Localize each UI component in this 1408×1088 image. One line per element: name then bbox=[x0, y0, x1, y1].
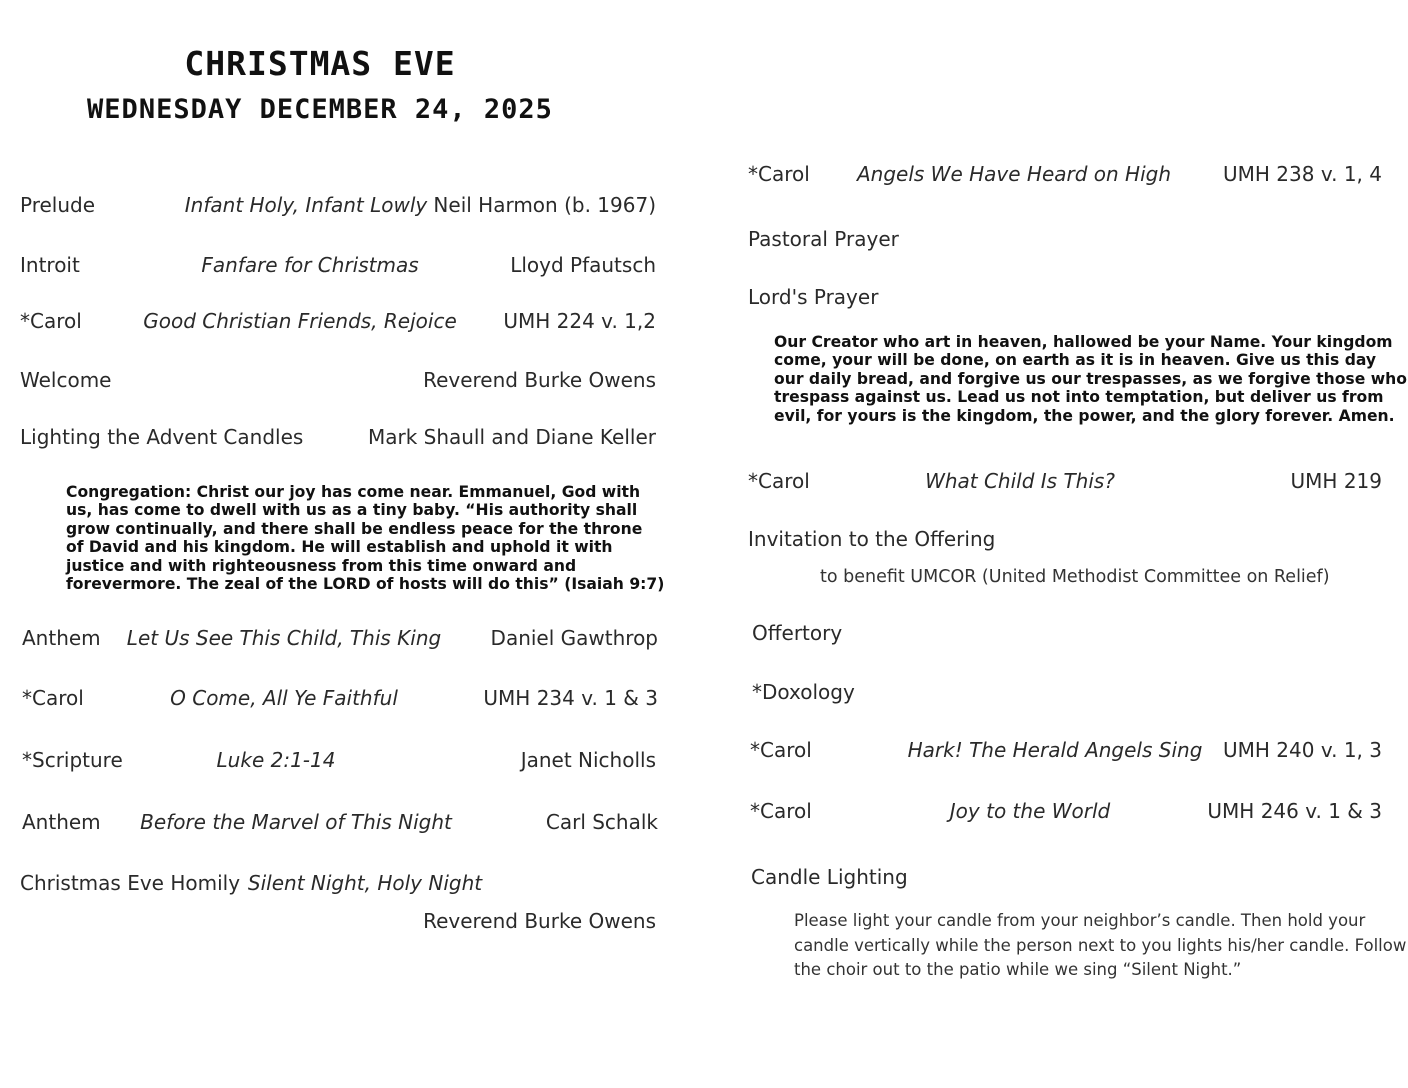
item-piece: Angels We Have Heard on High bbox=[856, 162, 1172, 186]
item-label: Anthem bbox=[22, 626, 101, 650]
order-item-prelude bbox=[20, 193, 656, 223]
item-label: *Scripture bbox=[22, 748, 123, 772]
item-credit: UMH 240 v. 1, 3 bbox=[1223, 738, 1382, 762]
item-piece: Before the Marvel of This Night bbox=[140, 810, 452, 834]
order-item-offertory bbox=[752, 621, 1386, 651]
item-piece: Hark! The Herald Angels Sing bbox=[907, 738, 1203, 762]
item-credit: UMH 234 v. 1 & 3 bbox=[483, 686, 658, 710]
order-item-carol bbox=[750, 799, 1382, 829]
item-credit: Mark Shaull and Diane Keller bbox=[367, 425, 656, 449]
response-line: us, has come to dwell with us as a tiny baby. “His authority shall bbox=[66, 501, 638, 520]
item-label: *Carol bbox=[750, 738, 812, 762]
response-line: justice and with righteousness from this time onward and bbox=[66, 556, 577, 575]
response-line: Congregation: Christ our joy has come near. Emmanuel, God with bbox=[66, 483, 641, 501]
lords-prayer-text bbox=[774, 333, 1407, 425]
order-item-candle-lighting bbox=[751, 865, 1385, 895]
order-item-welcome bbox=[20, 368, 656, 398]
item-credit: Reverend Burke Owens bbox=[423, 909, 656, 933]
order-item-advent-candles bbox=[20, 425, 656, 455]
order-item-anthem bbox=[22, 810, 658, 840]
item-label: *Carol bbox=[20, 309, 82, 333]
order-item-carol bbox=[20, 309, 656, 339]
item-label: Introit bbox=[20, 253, 80, 277]
order-item-carol bbox=[750, 738, 1382, 768]
item-piece: O Come, All Ye Faithful bbox=[170, 686, 398, 710]
service-date: WEDNESDAY DECEMBER 24, 2025 bbox=[87, 94, 553, 125]
instruction-line: Please light your candle from your neighbor’s candle. Then hold your bbox=[794, 911, 1366, 930]
order-item-invitation bbox=[748, 527, 1382, 557]
prayer-line: evil, for yours is the kingdom, the power, and the glory forever. Amen. bbox=[774, 406, 1395, 425]
item-credit: Lloyd Pfautsch bbox=[510, 253, 656, 277]
item-credit: Reverend Burke Owens bbox=[423, 368, 656, 392]
item-label: Lord's Prayer bbox=[748, 285, 879, 309]
item-piece: What Child Is This? bbox=[925, 469, 1115, 493]
offering-note: to benefit UMCOR (United Methodist Committee on Relief) bbox=[820, 567, 1330, 587]
order-item-lords-prayer bbox=[748, 285, 1382, 315]
item-piece: Silent Night, Holy Night bbox=[247, 871, 483, 895]
item-label: Candle Lighting bbox=[751, 865, 908, 889]
item-credit: Carl Schalk bbox=[545, 810, 658, 834]
item-label: Welcome bbox=[20, 368, 112, 392]
item-credit: UMH 219 bbox=[1290, 469, 1382, 493]
congregation-response bbox=[66, 483, 664, 593]
candle-instructions bbox=[794, 909, 1406, 983]
prayer-line: our daily bread, and forgive us our trespasses, as we forgive those who bbox=[774, 369, 1407, 388]
order-item-carol bbox=[748, 162, 1382, 192]
item-credit: UMH 246 v. 1 & 3 bbox=[1207, 799, 1382, 823]
order-item-scripture bbox=[22, 748, 656, 778]
order-item-carol bbox=[748, 469, 1382, 499]
response-line: grow continually, and there shall be endless peace for the throne bbox=[66, 519, 643, 538]
item-credit: Daniel Gawthrop bbox=[490, 626, 658, 650]
item-credit: UMH 224 v. 1,2 bbox=[503, 309, 656, 333]
item-label: Prelude bbox=[20, 193, 96, 217]
item-credit: UMH 238 v. 1, 4 bbox=[1223, 162, 1382, 186]
item-piece: Good Christian Friends, Rejoice bbox=[143, 309, 457, 333]
order-item-introit bbox=[20, 253, 656, 283]
order-item-pastoral-prayer bbox=[748, 227, 1382, 257]
item-piece: Luke 2:1-14 bbox=[216, 748, 336, 772]
item-piece: Infant Holy, Infant Lowly bbox=[184, 193, 428, 217]
item-label: *Carol bbox=[750, 799, 812, 823]
instruction-line: candle vertically while the person next to you lights his/her candle. Follow bbox=[794, 935, 1407, 955]
item-credit: Neil Harmon (b. 1967) bbox=[433, 193, 656, 217]
prayer-line: come, your will be done, on earth as it is in heaven. Give us this day bbox=[774, 351, 1377, 370]
order-item-doxology bbox=[752, 680, 1386, 710]
item-label: Lighting the Advent Candles bbox=[20, 425, 304, 449]
item-piece: Fanfare for Christmas bbox=[201, 253, 419, 277]
order-item-carol bbox=[22, 686, 658, 716]
item-label: Anthem bbox=[22, 810, 101, 834]
item-label: Christmas Eve Homily bbox=[20, 871, 241, 895]
item-label: *Doxology bbox=[752, 680, 855, 704]
prayer-line: trespass against us. Lead us not into temptation, but deliver us from bbox=[774, 388, 1384, 407]
homily-preacher bbox=[20, 909, 656, 939]
response-line: forevermore. The zeal of the LORD of hosts will do this” (Isaiah 9:7) bbox=[66, 575, 665, 594]
item-label: Pastoral Prayer bbox=[748, 227, 899, 251]
item-credit: Janet Nicholls bbox=[520, 748, 656, 772]
item-label: Offertory bbox=[752, 621, 843, 645]
item-piece: Joy to the World bbox=[949, 799, 1111, 823]
prayer-line: Our Creator who art in heaven, hallowed be your Name. Your kingdom bbox=[774, 333, 1393, 351]
item-label: *Carol bbox=[22, 686, 84, 710]
page-title: CHRISTMAS EVE bbox=[184, 44, 456, 83]
instruction-line: the choir out to the patio while we sing “Silent Night.” bbox=[794, 960, 1242, 979]
response-line: of David and his kingdom. He will establish and uphold it with bbox=[66, 538, 613, 557]
item-label: *Carol bbox=[748, 469, 810, 493]
item-label: *Carol bbox=[748, 162, 810, 186]
order-item-homily bbox=[20, 871, 656, 901]
order-item-anthem bbox=[22, 626, 658, 656]
item-label: Invitation to the Offering bbox=[748, 527, 996, 551]
offering-beneficiary bbox=[820, 565, 1330, 590]
item-piece: Let Us See This Child, This King bbox=[126, 626, 442, 650]
